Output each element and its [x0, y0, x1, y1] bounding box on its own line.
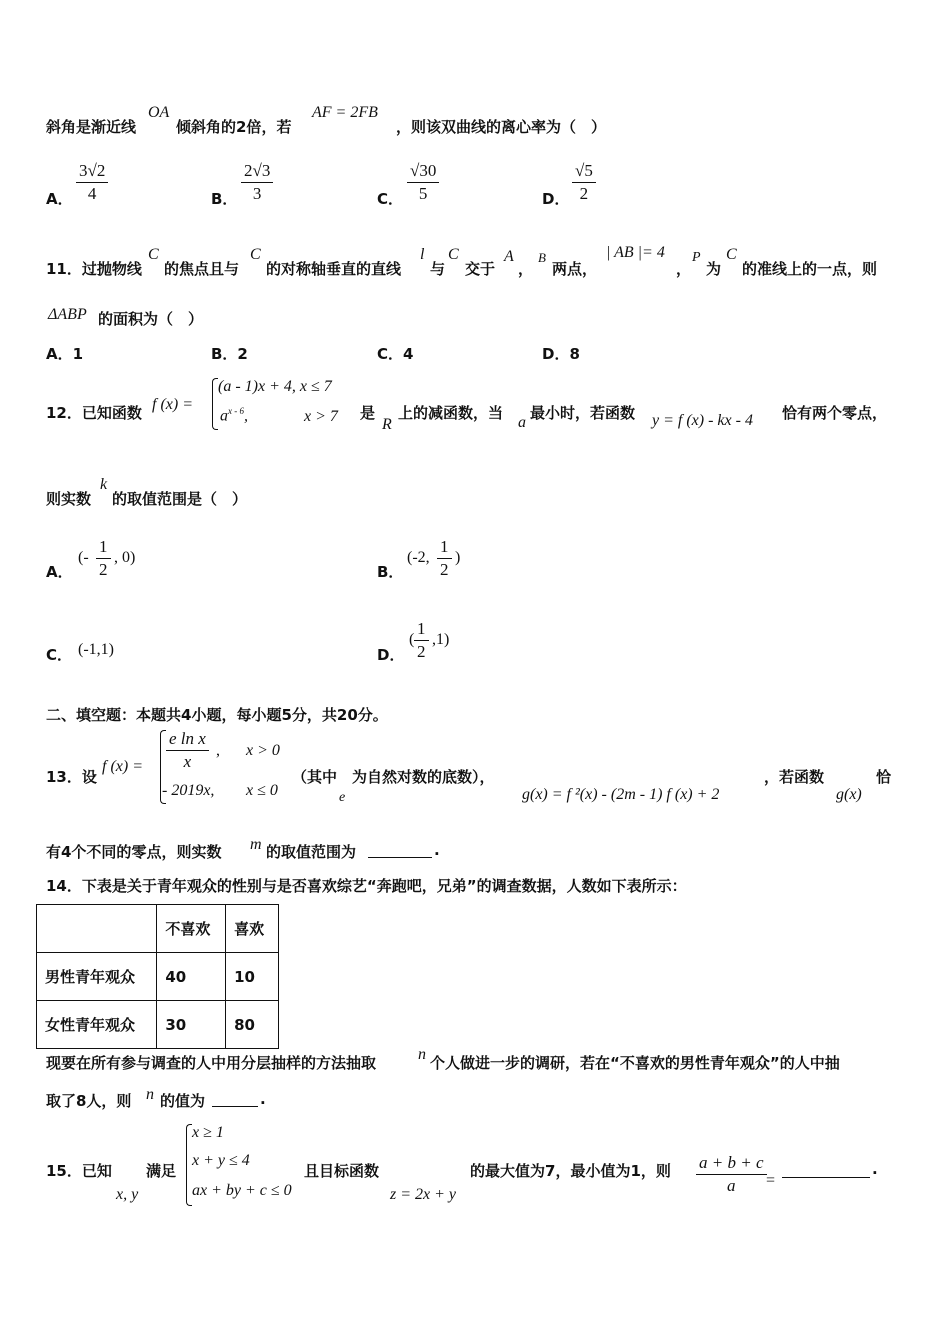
fraction — [241, 160, 273, 205]
q11-l: l — [420, 246, 425, 263]
table-cell: 40 — [157, 953, 226, 1001]
option-label: B． — [377, 563, 404, 581]
q11-stem — [46, 244, 906, 284]
q11-option-d[interactable]: D．8 — [542, 345, 580, 363]
q13-answer-blank[interactable] — [368, 840, 432, 858]
q11-comma: ， — [518, 260, 534, 278]
q12-case-1: (a - 1)x + 4, x ≤ 7 — [218, 378, 332, 395]
q13-case-1-cond: x > 0 — [246, 742, 280, 759]
q13-text-4: 恰 — [876, 768, 892, 786]
fraction — [407, 160, 439, 205]
numerator: 1 — [414, 618, 429, 641]
table-header-cell: 喜欢 — [226, 905, 279, 953]
denominator: 2 — [579, 184, 589, 203]
q14-stem-line2 — [46, 1086, 306, 1110]
q11-c: C — [250, 246, 261, 263]
q11-stem-line2 — [46, 306, 346, 330]
q10-option-d[interactable] — [542, 160, 662, 216]
option-post: ) — [455, 549, 461, 566]
q14-text-2: 个人做进一步的调研，若在“不喜欢的男性青年观众”的人中抽 — [430, 1054, 840, 1072]
q10-stem — [46, 104, 686, 144]
q15-text-3: 且目标函数 — [304, 1162, 380, 1180]
q11-comma: ， — [676, 260, 692, 278]
option-post: , 0) — [114, 549, 136, 566]
q11-text-6: 两点， — [552, 260, 598, 278]
denominator: 2 — [440, 560, 449, 579]
q12-y: y = f (x) - kx - 4 — [652, 412, 753, 429]
denominator: 5 — [418, 184, 428, 203]
option-label: B． — [211, 190, 238, 208]
q13-e: e — [339, 790, 346, 805]
fraction — [437, 536, 452, 581]
table-header-cell: 不喜欢 — [157, 905, 226, 953]
table-cell: 30 — [157, 1001, 226, 1049]
table-cell: 10 — [226, 953, 279, 1001]
option-label: D． — [377, 646, 405, 664]
numerator: a + b + c — [696, 1152, 767, 1175]
q13-case-2: - 2019x, — [162, 782, 215, 799]
option-label: C． — [377, 190, 404, 208]
q11-text-8: 的准线上的一点，则 — [742, 260, 878, 278]
q13-m: m — [250, 836, 262, 853]
q11-ab: | AB |= 4 — [606, 244, 665, 261]
q13-gx: g(x) — [836, 786, 862, 803]
q13-case-1-comma: , — [216, 742, 220, 759]
q11-triangle: ΔABP — [48, 306, 87, 323]
q12-r: R — [382, 416, 392, 433]
table-row — [37, 953, 279, 1001]
table-row — [37, 1001, 279, 1049]
q12-case-2-tail: , — [244, 407, 248, 425]
q15-constraint-2: x + y ≤ 4 — [192, 1152, 250, 1169]
q14-n: n — [146, 1086, 154, 1103]
option-pre: ( — [409, 631, 415, 648]
table-cell: 80 — [226, 1001, 279, 1049]
q11-c: C — [148, 246, 159, 263]
q12-option-b[interactable] — [377, 536, 537, 584]
q11-text-7: 为 — [706, 260, 722, 278]
q12-case-2-base: a — [220, 407, 228, 425]
q13-text-7: . — [434, 841, 440, 859]
q13-text-5: 有4个不同的零点，则实数 — [46, 843, 222, 861]
q13-text-6: 的取值范围为 — [266, 843, 357, 861]
section-heading: 二、填空题：本题共4小题，每小题5分，共20分。 — [46, 706, 388, 724]
q13-text-2: （其中 为自然对数的底数）， — [292, 768, 495, 786]
option-post: ,1) — [432, 631, 450, 648]
q15-xy: x, y — [116, 1186, 139, 1203]
denominator: 2 — [99, 560, 108, 579]
q11-text-2: 的焦点且与 — [164, 260, 240, 278]
q12-text-2: 是 — [360, 404, 376, 422]
denominator: 2 — [417, 642, 426, 661]
option-label: A． — [46, 190, 73, 208]
denominator: 3 — [252, 184, 262, 203]
q12-case-2-exponent: x - 6 — [228, 406, 244, 416]
q13-stem-line2 — [46, 836, 466, 860]
q15-constraint-3: ax + by + c ≤ 0 — [192, 1182, 292, 1199]
q15-text-1: 15．已知 — [46, 1162, 112, 1180]
q15-text-2: 满足 — [146, 1162, 177, 1180]
q12-text-5: 恰有两个零点， — [782, 404, 888, 422]
option-text: (-1,1) — [78, 641, 114, 658]
q14-text-5: . — [260, 1090, 266, 1108]
q10-oa: OA — [148, 104, 170, 121]
q12-stem — [46, 376, 906, 436]
q13-case-1-fraction — [166, 728, 209, 773]
q12-a: a — [518, 414, 526, 431]
q12-text-6: 则实数 — [46, 490, 92, 508]
q11-c: C — [448, 246, 459, 263]
q13-text-3: ，若函数 — [764, 768, 825, 786]
numerator: 2√3 — [241, 160, 273, 183]
q15-constraint-1: x ≥ 1 — [192, 1124, 224, 1141]
numerator: 1 — [96, 536, 111, 559]
q14-text-1: 现要在所有参与调查的人中用分层抽样的方法抽取 — [46, 1054, 377, 1072]
option-pre: (- — [78, 549, 89, 566]
q11-a: A — [504, 248, 514, 265]
q10-option-c[interactable] — [377, 160, 497, 216]
numerator: 3√2 — [76, 160, 108, 183]
denominator: 4 — [87, 184, 97, 203]
option-label: A． — [46, 563, 73, 581]
q15-equals: = — [766, 1172, 776, 1189]
table-cell: 女性青年观众 — [37, 1001, 157, 1049]
denominator: x — [183, 752, 192, 771]
q11-option-b[interactable]: B．2 — [211, 345, 248, 363]
q15-fraction — [696, 1152, 767, 1197]
q12-fx: f (x) = — [152, 396, 193, 413]
q13-text-1: 13．设 — [46, 768, 97, 786]
q11-c: C — [726, 246, 737, 263]
table-header-row — [37, 905, 279, 953]
q10-text-mid: 倾斜角的2倍，若 — [176, 118, 292, 136]
numerator: e ln x — [166, 728, 209, 751]
fraction — [572, 160, 596, 205]
option-label: C． — [46, 646, 73, 664]
q10-condition: AF = 2FB — [312, 104, 378, 121]
q10-option-a[interactable] — [46, 160, 166, 216]
q12-text-4: 最小时，若函数 — [530, 404, 636, 422]
q10-text-start: 斜角是渐近线 — [46, 118, 137, 136]
fraction — [414, 618, 429, 663]
numerator: √30 — [407, 160, 439, 183]
q12-stem-line2 — [46, 476, 346, 506]
q15-z: z = 2x + y — [390, 1186, 457, 1203]
q12-text-3: 上的减函数，当 — [398, 404, 504, 422]
numerator: √5 — [572, 160, 596, 183]
q14-answer-blank[interactable] — [212, 1089, 258, 1107]
q11-text-1: 11．过抛物线 — [46, 260, 142, 278]
q11-text-3: 的对称轴垂直的直线 — [266, 260, 402, 278]
q14-intro: 14．下表是关于青年观众的性别与是否喜欢综艺“奔跑吧，兄弟”的调查数据，人数如下表所示： — [46, 877, 687, 895]
q12-option-d[interactable] — [377, 618, 537, 666]
q13-case-2-cond: x ≤ 0 — [246, 782, 278, 799]
q14-n: n — [418, 1046, 426, 1063]
q15-text-4: 的最大值为7，最小值为1，则 — [470, 1162, 671, 1180]
denominator: a — [727, 1176, 736, 1195]
option-label: D． — [542, 190, 570, 208]
q14-text-4: 的值为 — [160, 1092, 206, 1110]
table-header-cell — [37, 905, 157, 953]
q10-text-end: ，则该双曲线的离心率为（ ） — [396, 118, 607, 136]
q15-answer-blank[interactable] — [782, 1160, 870, 1178]
q12-option-a[interactable] — [46, 536, 206, 584]
q15-stem — [46, 1122, 906, 1214]
fraction — [96, 536, 111, 581]
q11-option-a[interactable]: A．1 — [46, 345, 84, 363]
q11-text-9: 的面积为（ ） — [98, 310, 204, 328]
q13-fx: f (x) = — [102, 758, 143, 775]
q12-case-2-cond: x > 7 — [304, 408, 338, 425]
q11-text-5: 交于 — [465, 260, 496, 278]
q12-k: k — [100, 476, 108, 493]
q13-stem — [46, 728, 906, 812]
q11-p: P — [692, 250, 701, 265]
q12-case-2 — [220, 406, 248, 425]
q15-text-5: . — [872, 1160, 878, 1178]
numerator: 1 — [437, 536, 452, 559]
q14-stem — [46, 1046, 906, 1072]
q11-option-c[interactable]: C．4 — [377, 345, 414, 363]
q12-text-1: 12．已知函数 — [46, 404, 142, 422]
q14-text-3: 取了8人，则 — [46, 1092, 132, 1110]
q13-g: g(x) = f ²(x) - (2m - 1) f (x) + 2 — [522, 786, 720, 803]
q14-survey-table — [36, 904, 279, 1049]
q12-text-7: 的取值范围是（ ） — [112, 490, 248, 508]
fraction — [76, 160, 108, 205]
table-cell: 男性青年观众 — [37, 953, 157, 1001]
q12-option-c[interactable] — [46, 636, 206, 666]
option-pre: (-2, — [407, 549, 430, 566]
q11-b: B — [538, 250, 546, 265]
q10-option-b[interactable] — [211, 160, 331, 216]
q11-text-4: 与 — [430, 260, 446, 278]
